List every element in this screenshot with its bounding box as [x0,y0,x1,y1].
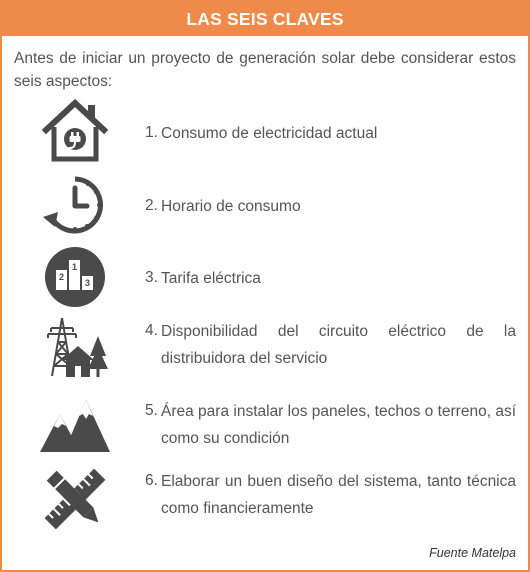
intro-text: Antes de iniciar un proyecto de generación solar debe considerar estos seis aspectos: [14,50,516,90]
list-item [2,95,528,165]
podium-label: 3 [84,278,91,288]
item-text: Horario de consumo [161,198,301,215]
power-tower-house-icon [40,314,110,384]
list-item [2,314,528,384]
house-plug-icon [40,97,110,167]
list-item [2,170,528,240]
list-item [2,464,528,534]
item-text: Elaborar un buen diseño del sistema, tanto técnica como financieramente [161,473,516,517]
pencil-ruler-icon [40,464,110,534]
item-number: 5. [145,402,158,419]
podium-label: 1 [71,262,78,272]
item-text: Consumo de electricidad actual [161,125,378,142]
item-number: 6. [145,472,158,489]
item-number: 3. [145,269,158,286]
item-number: 4. [145,322,158,339]
clock-icon [40,170,110,240]
mountains-icon [40,394,110,464]
item-number: 1. [145,124,158,141]
list-item [2,394,528,464]
item-text: Tarifa eléctrica [161,270,261,287]
card-title: LAS SEIS CLAVES [186,8,344,29]
list-item [2,242,528,312]
item-number: 2. [145,197,158,214]
podium-label: 2 [58,272,65,282]
podium-icon [40,242,110,312]
source-credit: Fuente Matelpa [429,546,516,560]
item-text: Área para instalar los paneles, techos o terreno, así como su condición [161,403,516,447]
title-bar [2,2,528,36]
item-text: Disponibilidad del circuito eléctrico de la distribuidora del servicio [161,323,516,367]
